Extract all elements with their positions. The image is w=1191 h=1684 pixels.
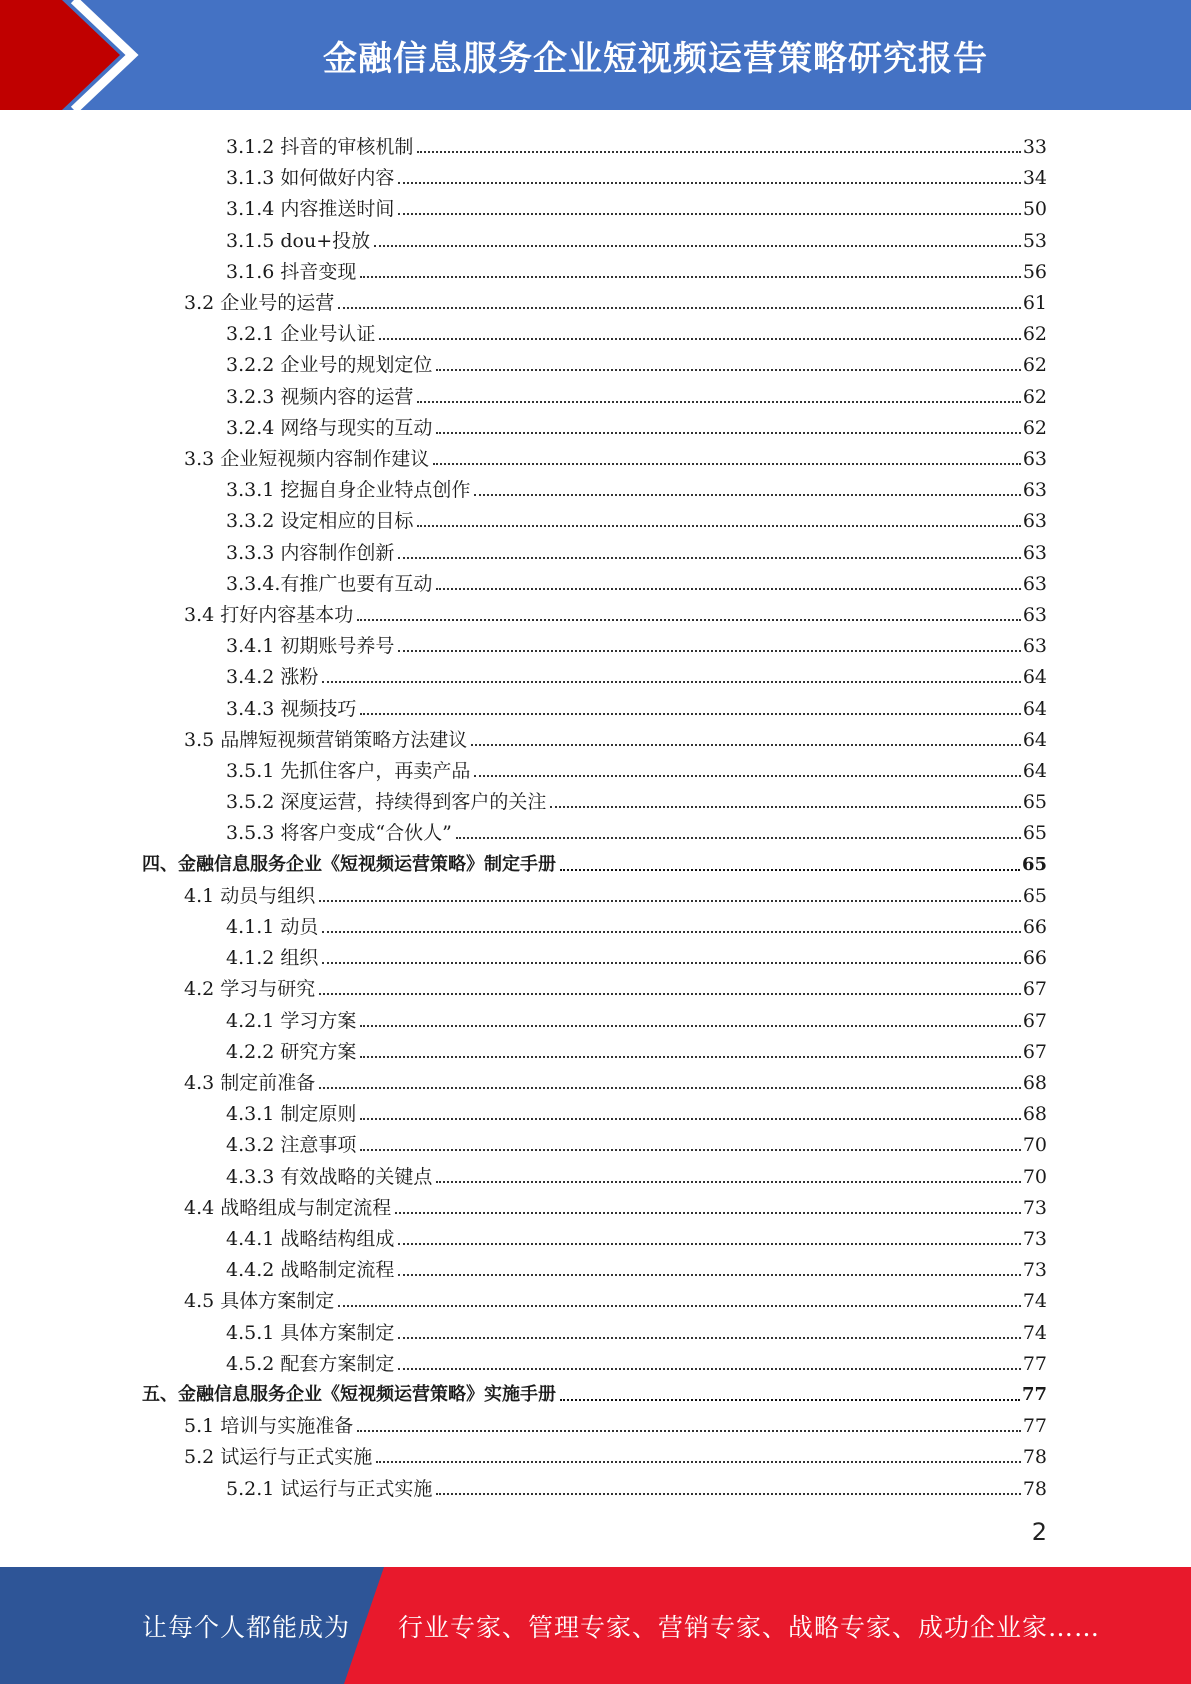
toc-dot-leader	[360, 276, 1020, 278]
toc-entry-page-number: 74	[1022, 1290, 1047, 1313]
toc-entry-title: 3.2 企业号的运营	[184, 292, 335, 314]
toc-entry[interactable]	[226, 782, 1047, 813]
toc-entry-page-number: 62	[1022, 385, 1047, 408]
toc-entry-page-number: 66	[1022, 947, 1047, 970]
toc-entry[interactable]	[184, 1188, 1047, 1219]
page-footer	[0, 1567, 1191, 1684]
toc-entry[interactable]	[226, 1313, 1047, 1344]
toc-entry-title: 3.4.2 涨粉	[226, 666, 319, 689]
toc-entry[interactable]	[142, 1375, 1047, 1406]
toc-entry[interactable]	[226, 533, 1047, 564]
toc-entry-title: 4.2.1 学习方案	[226, 1009, 357, 1032]
toc-entry-title: 3.3.4.有推广也要有互动	[226, 572, 433, 595]
toc-entry-page-number: 62	[1022, 354, 1047, 377]
toc-entry-page-number: 67	[1022, 1009, 1047, 1032]
toc-entry-title: 3.4.3 视频技巧	[226, 697, 357, 720]
toc-dot-leader	[436, 1181, 1020, 1183]
toc-entry-title: 3.3.3 内容制作创新	[226, 541, 395, 564]
toc-entry[interactable]	[226, 1344, 1047, 1375]
toc-dot-leader	[417, 525, 1020, 527]
toc-entry-title: 3.1.5 dou+投放	[226, 229, 371, 252]
toc-entry-title: 3.1.2 抖音的审核机制	[226, 136, 414, 158]
toc-entry-title: 5.2.1 试运行与正式实施	[226, 1477, 433, 1500]
toc-entry-title: 3.3.2 设定相应的目标	[226, 510, 414, 533]
toc-entry[interactable]	[184, 439, 1047, 470]
toc-entry-title: 3.1.4 内容推送时间	[226, 198, 395, 221]
toc-entry-page-number: 65	[1021, 853, 1047, 875]
toc-entry[interactable]	[142, 845, 1047, 876]
toc-dot-leader	[395, 1212, 1021, 1214]
toc-dot-leader	[376, 1461, 1021, 1463]
toc-entry-page-number: 62	[1022, 323, 1047, 346]
toc-entry[interactable]	[226, 158, 1047, 189]
toc-entry-title: 3.2.3 视频内容的运营	[226, 385, 414, 408]
toc-dot-leader	[360, 1056, 1020, 1058]
toc-dot-leader	[417, 401, 1020, 403]
toc-entry[interactable]	[226, 1469, 1047, 1500]
toc-entry-title: 四、金融信息服务企业《短视频运营策略》制定手册	[142, 853, 556, 875]
toc-entry-page-number: 61	[1022, 292, 1047, 314]
toc-entry[interactable]	[226, 626, 1047, 657]
toc-dot-leader	[471, 744, 1021, 746]
toc-dot-leader	[319, 1087, 1021, 1089]
toc-dot-leader	[319, 900, 1021, 902]
toc-entry-page-number: 67	[1022, 1040, 1047, 1063]
toc-dot-leader	[474, 494, 1020, 496]
toc-entry[interactable]	[226, 751, 1047, 782]
toc-entry[interactable]	[226, 564, 1047, 595]
report-title: 金融信息服务企业短视频运营策略研究报告	[323, 38, 988, 79]
toc-dot-leader	[560, 1399, 1020, 1401]
toc-entry-page-number: 68	[1022, 1072, 1047, 1094]
toc-dot-leader	[360, 1149, 1020, 1151]
toc-entry-title: 4.1 动员与组织	[184, 884, 316, 907]
toc-entry-title: 4.5.2 配套方案制定	[226, 1352, 395, 1375]
toc-entry-page-number: 64	[1022, 666, 1047, 689]
toc-dot-leader	[456, 837, 1021, 839]
toc-entry-title: 3.1.3 如何做好内容	[226, 167, 395, 190]
toc-entry-page-number: 77	[1021, 1384, 1047, 1405]
toc-dot-leader	[398, 557, 1020, 559]
toc-dot-leader	[398, 1368, 1020, 1370]
page-header	[0, 0, 1191, 110]
toc-entry-page-number: 64	[1022, 697, 1047, 720]
toc-entry-page-number: 56	[1022, 260, 1047, 283]
toc-dot-leader	[560, 869, 1020, 871]
toc-dot-leader	[338, 1305, 1021, 1307]
toc-entry[interactable]	[184, 595, 1047, 626]
toc-entry-page-number: 63	[1022, 510, 1047, 533]
toc-dot-leader	[398, 1274, 1020, 1276]
toc-entry-page-number: 73	[1022, 1196, 1047, 1219]
toc-dot-leader	[357, 1430, 1021, 1432]
toc-dot-leader	[360, 1118, 1020, 1120]
toc-entry[interactable]	[226, 813, 1047, 844]
toc-entry[interactable]	[226, 689, 1047, 720]
toc-entry[interactable]	[226, 1125, 1047, 1156]
toc-entry-page-number: 74	[1022, 1321, 1047, 1344]
toc-entry-title: 4.5.1 具体方案制定	[226, 1321, 395, 1344]
toc-entry-title: 3.4 打好内容基本功	[184, 604, 354, 626]
toc-entry-page-number: 63	[1022, 448, 1047, 470]
toc-entry-page-number: 77	[1022, 1415, 1047, 1438]
header-red-arrow-decoration	[0, 0, 150, 110]
toc-dot-leader	[322, 962, 1020, 964]
toc-entry-title: 五、金融信息服务企业《短视频运营策略》实施手册	[142, 1384, 556, 1405]
toc-entry-page-number: 63	[1022, 479, 1047, 502]
toc-entry-title: 3.2.2 企业号的规划定位	[226, 354, 433, 377]
toc-entry[interactable]	[226, 221, 1047, 252]
toc-entry[interactable]	[226, 189, 1047, 220]
toc-entry-page-number: 64	[1022, 760, 1047, 782]
toc-entry[interactable]	[184, 876, 1047, 907]
toc-dot-leader	[436, 369, 1020, 371]
toc-dot-leader	[398, 182, 1020, 184]
toc-entry[interactable]	[226, 314, 1047, 345]
toc-entry-title: 4.1.1 动员	[226, 916, 319, 938]
toc-entry-title: 4.5 具体方案制定	[184, 1290, 335, 1313]
toc-entry-title: 3.1.6 抖音变现	[226, 260, 357, 283]
toc-dot-leader	[433, 463, 1021, 465]
toc-entry[interactable]	[226, 127, 1047, 158]
toc-entry[interactable]	[226, 470, 1047, 501]
toc-entry-title: 3.3 企业短视频内容制作建议	[184, 448, 430, 470]
toc-entry-title: 3.5 品牌短视频营销策略方法建议	[184, 728, 468, 751]
toc-entry-page-number: 62	[1022, 416, 1047, 439]
toc-dot-leader	[474, 775, 1020, 777]
toc-entry[interactable]	[226, 657, 1047, 688]
toc-entry[interactable]	[226, 1157, 1047, 1188]
toc-entry-title: 3.5.2 深度运营，持续得到客户的关注	[226, 791, 547, 814]
toc-entry-page-number: 66	[1022, 916, 1047, 938]
toc-entry-title: 4.3.1 制定原则	[226, 1103, 357, 1126]
toc-entry-page-number: 63	[1022, 572, 1047, 595]
toc-dot-leader	[398, 650, 1020, 652]
toc-entry-title: 3.5.1 先抓住客户，再卖产品	[226, 760, 471, 782]
toc-dot-leader	[374, 245, 1021, 247]
toc-entry[interactable]	[184, 1437, 1047, 1468]
toc-entry-title: 5.2 试运行与正式实施	[184, 1446, 373, 1469]
toc-entry-page-number: 65	[1022, 791, 1047, 814]
toc-entry-page-number: 63	[1022, 604, 1047, 626]
toc-dot-leader	[550, 806, 1020, 808]
toc-dot-leader	[360, 713, 1020, 715]
toc-entry-title: 4.2.2 研究方案	[226, 1040, 357, 1063]
toc-entry-title: 4.1.2 组织	[226, 947, 319, 970]
toc-dot-leader	[436, 1493, 1020, 1495]
toc-entry-title: 4.3.2 注意事项	[226, 1134, 357, 1157]
toc-entry-page-number: 70	[1022, 1165, 1047, 1188]
toc-entry-title: 4.4.1 战略结构组成	[226, 1228, 395, 1250]
toc-dot-leader	[322, 931, 1020, 933]
toc-entry-page-number: 63	[1022, 541, 1047, 564]
toc-dot-leader	[357, 619, 1021, 621]
toc-entry-title: 4.3 制定前准备	[184, 1072, 316, 1094]
toc-entry[interactable]	[226, 377, 1047, 408]
toc-entry-title: 3.2.1 企业号认证	[226, 323, 376, 346]
toc-entry-page-number: 78	[1022, 1446, 1047, 1469]
toc-entry-title: 4.4 战略组成与制定流程	[184, 1196, 392, 1219]
toc-dot-leader	[398, 1337, 1020, 1339]
toc-entry-page-number: 70	[1022, 1134, 1047, 1157]
footer-slogan-left: 让每个人都能成为	[142, 1612, 351, 1642]
toc-entry-page-number: 53	[1022, 229, 1047, 252]
toc-entry[interactable]	[226, 252, 1047, 283]
toc-entry[interactable]	[226, 1094, 1047, 1125]
toc-entry[interactable]	[226, 1250, 1047, 1281]
toc-dot-leader	[360, 1025, 1020, 1027]
toc-entry[interactable]	[226, 1219, 1047, 1250]
toc-dot-leader	[398, 1243, 1020, 1245]
toc-entry-page-number: 50	[1022, 198, 1047, 221]
toc-entry-page-number: 65	[1022, 884, 1047, 907]
toc-entry[interactable]	[184, 1063, 1047, 1094]
toc-dot-leader	[398, 213, 1020, 215]
toc-dot-leader	[319, 993, 1021, 995]
toc-entry-page-number: 65	[1022, 822, 1047, 845]
toc-entry-page-number: 73	[1022, 1228, 1047, 1250]
toc-entry-title: 5.1 培训与实施准备	[184, 1415, 354, 1438]
toc-entry[interactable]	[226, 408, 1047, 439]
toc-entry-page-number: 78	[1022, 1477, 1047, 1500]
toc-entry[interactable]	[226, 501, 1047, 532]
toc-entry-page-number: 63	[1022, 635, 1047, 658]
toc-entry[interactable]	[226, 938, 1047, 969]
toc-entry-page-number: 67	[1022, 978, 1047, 1001]
toc-entry-title: 4.3.3 有效战略的关键点	[226, 1165, 433, 1188]
toc-entry-page-number: 34	[1022, 167, 1047, 190]
toc-dot-leader	[338, 307, 1021, 309]
toc-entry-page-number: 68	[1022, 1103, 1047, 1126]
toc-entry-title: 3.5.3 将客户变成“合伙人”	[226, 822, 452, 845]
toc-entry[interactable]	[226, 345, 1047, 376]
toc-entry[interactable]	[184, 969, 1047, 1000]
toc-entry-title: 3.3.1 挖掘自身企业特点创作	[226, 479, 471, 502]
toc-entry[interactable]	[226, 907, 1047, 938]
toc-entry[interactable]	[184, 1281, 1047, 1312]
toc-dot-leader	[322, 681, 1020, 683]
toc-entry-page-number: 73	[1022, 1259, 1047, 1282]
toc-dot-leader	[436, 432, 1020, 434]
toc-entry-page-number: 77	[1022, 1352, 1047, 1375]
page-number: 2	[1031, 1518, 1047, 1546]
toc-entry-title: 4.2 学习与研究	[184, 978, 316, 1001]
toc-entry[interactable]	[184, 1406, 1047, 1437]
toc-entry[interactable]	[184, 720, 1047, 751]
footer-slogan-right: 行业专家、管理专家、营销专家、战略专家、成功企业家……	[398, 1612, 1101, 1642]
toc-entry-title: 3.2.4 网络与现实的互动	[226, 416, 433, 439]
toc-entry-page-number: 33	[1022, 136, 1047, 158]
toc-entry-title: 3.4.1 初期账号养号	[226, 635, 395, 658]
toc-entry-title: 4.4.2 战略制定流程	[226, 1259, 395, 1282]
toc-dot-leader	[417, 151, 1020, 153]
toc-entry[interactable]	[226, 1032, 1047, 1063]
toc-dot-leader	[379, 338, 1020, 340]
toc-entry[interactable]	[226, 1001, 1047, 1032]
toc-dot-leader	[436, 588, 1020, 590]
toc-entry-page-number: 64	[1022, 728, 1047, 751]
toc-entry[interactable]	[184, 283, 1047, 314]
